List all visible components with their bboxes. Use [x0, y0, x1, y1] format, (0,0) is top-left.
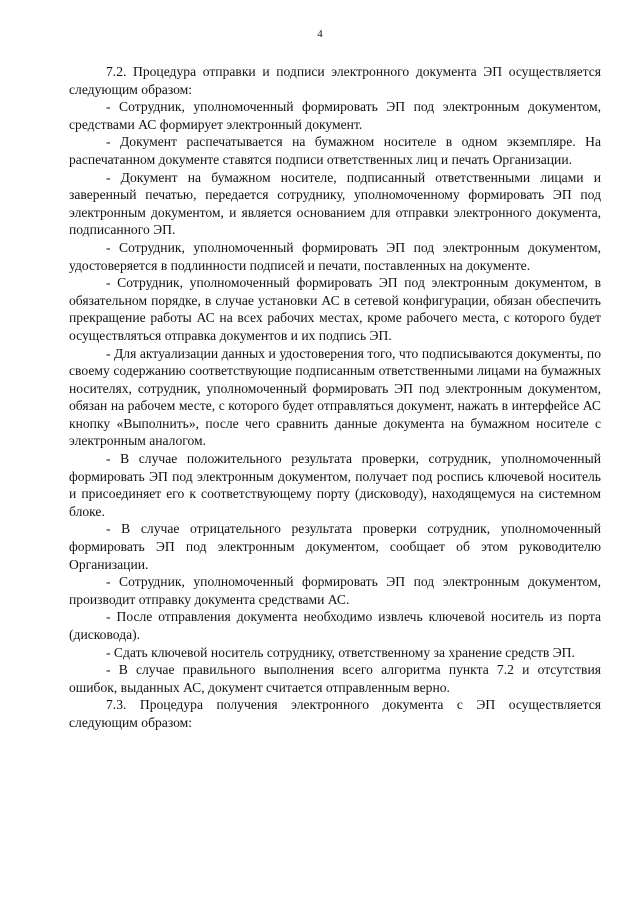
- list-item: - В случае положительного результата проверки, сотрудник, уполномоченный формировать ЭП под электронным документом, получает под роспись ключевой носитель и присоединяет его к соответствующему порту (дисководу), находящемуся на системном блоке.: [69, 451, 601, 519]
- list-item: - Документ на бумажном носителе, подписанный ответственными лицами и заверенный печатью, передается сотруднику, уполномоченному формировать ЭП под электронным документом, и является основанием для отправки электронного документа, подписанного ЭП.: [69, 169, 601, 238]
- list-item: - Сотрудник, уполномоченный формировать ЭП под электронным документом, средствами АС формирует электронный документ.: [69, 99, 601, 132]
- list-item: - Сотрудник, уполномоченный формировать ЭП под электронным документом, производит отправку документа средствами АС.: [69, 574, 601, 607]
- list-item: - В случае правильного выполнения всего алгоритма пункта 7.2 и отсутствия ошибок, выданных АС, документ считается отправленным верно.: [69, 662, 601, 695]
- list-item: - Для актуализации данных и удостоверения того, что подписываются документы, по своему содержанию соответствующие подписанным ответственными лицами на бумажных носителях, сотрудник, уполномоченный формировать ЭП под электронным документом, обязан на рабочем месте, с которого будет отправляться документ, нажать в интерфейсе АС кнопку «Выполнить», после чего сравнить данные документа на бумажном носителе с электронным аналогом.: [69, 345, 601, 449]
- paragraph-7-2-heading: 7.2. Процедура отправки и подписи электронного документа ЭП осуществляется следующим образом:: [69, 64, 601, 97]
- list-item: - Сотрудник, уполномоченный формировать ЭП под электронным документом, в обязательном порядке, в случае установки АС в сетевой конфигурации, обязан обеспечить прекращение работы АС на всех рабочих местах, кроме рабочего места, с которого будет осуществляться отправка документов и их подпись ЭП.: [69, 275, 601, 343]
- document-body: [69, 63, 601, 732]
- page-number: 4: [317, 29, 323, 40]
- list-item: - После отправления документа необходимо извлечь ключевой носитель из порта (дисковода).: [69, 609, 601, 642]
- list-item: - Документ распечатывается на бумажном носителе в одном экземпляре. На распечатанном документе ставятся подписи ответственных лиц и печать Организации.: [69, 134, 601, 167]
- list-item: - Сдать ключевой носитель сотруднику, ответственному за хранение средств ЭП.: [106, 644, 575, 660]
- paragraph-7-3-heading: 7.3. Процедура получения электронного документа с ЭП осуществляется следующим образом:: [69, 697, 601, 730]
- list-item: - В случае отрицательного результата проверки сотрудник, уполномоченный формировать ЭП под электронным документом, сообщает об этом руководителю Организации.: [69, 521, 601, 572]
- list-item: - Сотрудник, уполномоченный формировать ЭП под электронным документом, удостоверяется в подлинности подписей и печати, поставленных на документе.: [69, 239, 601, 273]
